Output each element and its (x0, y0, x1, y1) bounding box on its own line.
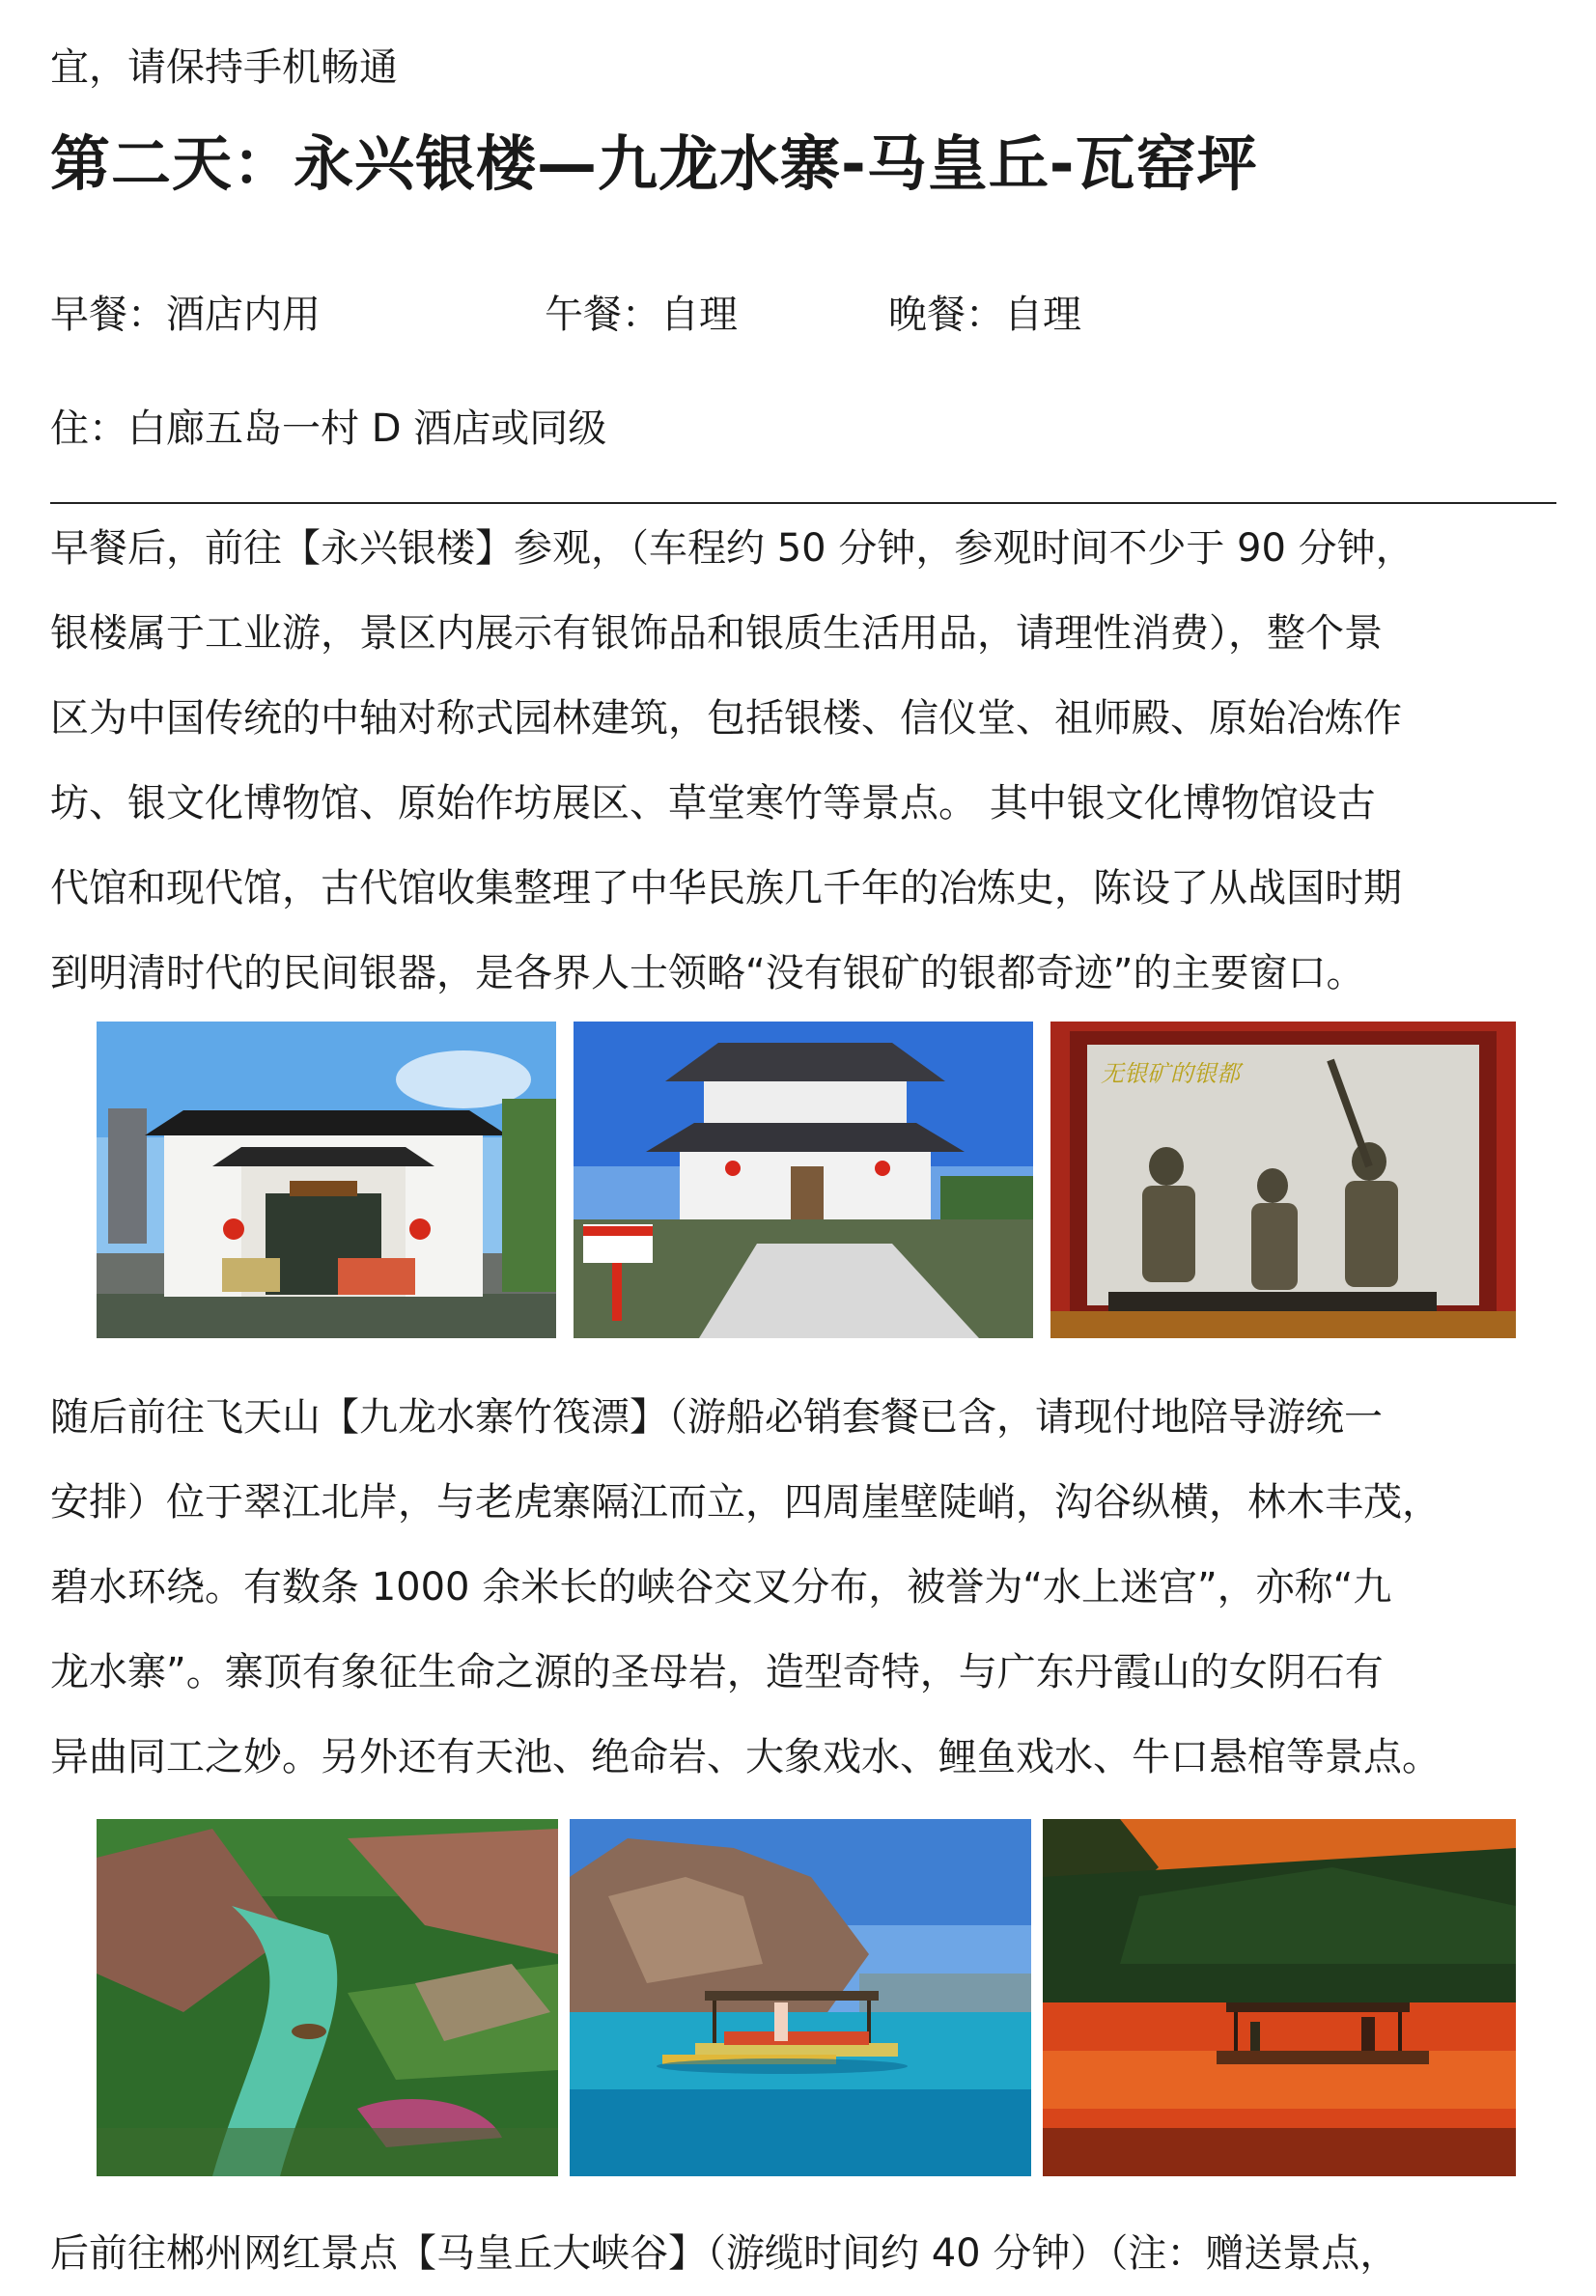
day-title: 第二天：永兴银楼—九龙水寨-马皇丘-瓦窑坪 (50, 128, 1258, 199)
jiulong-cliff-raft-photo (570, 1819, 1031, 2176)
mahuang-canyon-paragraph (50, 2211, 1556, 2296)
jiulong-water-village-paragraph (50, 1375, 1556, 1800)
lunch-label: 午餐：自理 (545, 293, 738, 337)
silver-building-statues-photo (1050, 1022, 1516, 1338)
silver-building-paragraph (50, 506, 1556, 1016)
paragraph-line: 异曲同工之妙。另外还有天池、绝命岩、大象戏水、鲤鱼戏水、牛口悬棺等景点。 (50, 1735, 1441, 1779)
paragraph-line: 安排）位于翠江北岸，与老虎寨隔江而立，四周崖壁陡峭，沟谷纵横，林木丰茂， (50, 1480, 1441, 1525)
silver-building-gate-photo (97, 1022, 556, 1338)
silver-building-photo-row (97, 1022, 1516, 1338)
paragraph-line: 坊、银文化博物馆、原始作坊展区、草堂寒竹等景点。 其中银文化博物馆设古 (50, 781, 1376, 826)
jiulong-canal-photo (97, 1819, 558, 2176)
wall-inscription: 无银矿的银都 (1101, 1060, 1240, 1087)
jiulong-sunset-raft-photo (1043, 1819, 1516, 2176)
breakfast-label: 早餐：酒店内用 (50, 293, 321, 337)
paragraph-line: 龙水寨”。寨顶有象征生命之源的圣母岩，造型奇特，与广东丹霞山的女阴石有 (50, 1650, 1384, 1694)
divider (50, 502, 1556, 504)
paragraph-line: 随后前往飞天山【九龙水寨竹筏漂】（游船必销套餐已含，请现付地陪导游统一 (50, 1395, 1383, 1440)
paragraph-line: 区为中国传统的中轴对称式园林建筑，包括银楼、信仪堂、祖师殿、原始冶炼作 (50, 696, 1402, 741)
intro-tail-text: 宜，请保持手机畅通 (50, 45, 398, 90)
paragraph-line: 到明清时代的民间银器，是各界人士领略“没有银矿的银都奇迹”的主要窗口。 (50, 951, 1365, 995)
paragraph-line: 银楼属于工业游，景区内展示有银饰品和银质生活用品，请理性消费），整个景 (50, 611, 1383, 656)
jiulong-photo-row (97, 1819, 1516, 2176)
dinner-label: 晚餐：自理 (888, 293, 1081, 337)
silver-building-pavilion-photo (574, 1022, 1033, 1338)
paragraph-line: 代馆和现代馆，古代馆收集整理了中华民族几千年的冶炼史，陈设了从战国时期 (50, 866, 1402, 910)
paragraph-line: 碧水环绕。有数条 1000 余米长的峡谷交叉分布，被誉为“水上迷宫”，亦称“九 (50, 1565, 1392, 1610)
accommodation-text: 住：白廊五岛一村 D 酒店或同级 (50, 406, 607, 451)
paragraph-line: 早餐后，前往【永兴银楼】参观，（车程约 50 分钟，参观时间不少于 90 分钟， (50, 526, 1414, 571)
paragraph-line: 后前往郴州网红景点【马皇丘大峡谷】（游缆时间约 40 分钟）（注：赠送景点， (50, 2231, 1399, 2276)
